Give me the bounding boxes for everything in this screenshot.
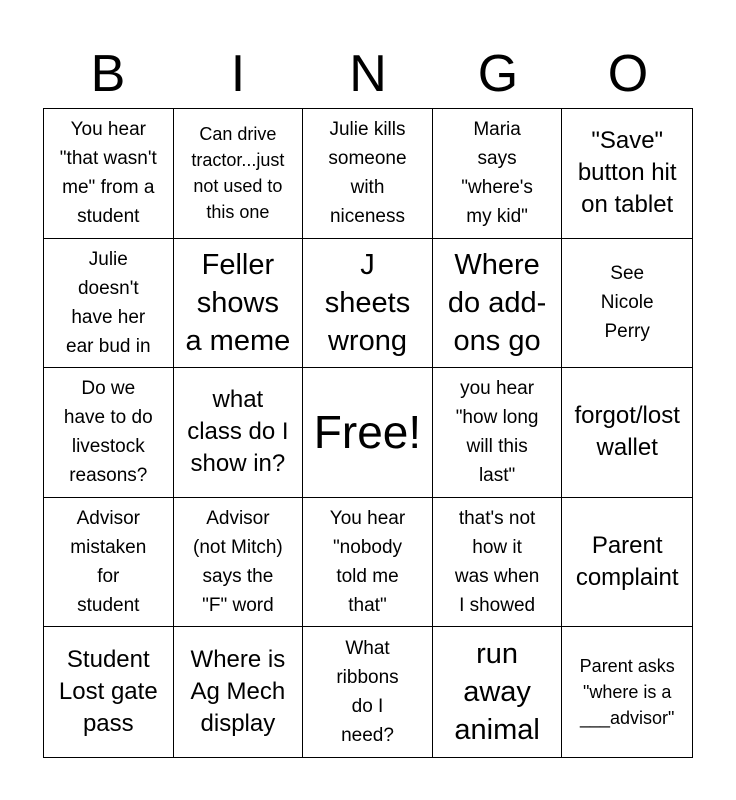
bingo-cell[interactable] (433, 239, 563, 369)
cell-text: Do we have to do livestock reasons? (63, 378, 153, 487)
cell-text: Feller shows a meme (185, 248, 291, 357)
bingo-cell[interactable] (303, 239, 433, 369)
bingo-cell[interactable] (174, 239, 304, 369)
bingo-board (43, 108, 693, 758)
bingo-cell[interactable] (44, 627, 174, 757)
bingo-cell[interactable] (303, 498, 433, 628)
bingo-cell[interactable] (303, 627, 433, 757)
bingo-header (43, 40, 693, 108)
cell-text: you hear "how long will this last" (455, 378, 539, 487)
header-letter-b: B (90, 45, 126, 103)
bingo-cell[interactable] (562, 627, 692, 757)
bingo-cell[interactable] (562, 239, 692, 369)
cell-text: run away animal (454, 638, 540, 747)
cell-text: Parent asks "where is a ___advisor" (579, 656, 675, 729)
cell-text: You hear "nobody told me that" (329, 508, 406, 617)
bingo-cell[interactable] (433, 498, 563, 628)
cell-text: forgot/lost wallet (574, 402, 680, 462)
header-letter-n: N (349, 45, 387, 103)
cell-text: Student Lost gate pass (58, 646, 158, 738)
bingo-cell[interactable] (44, 368, 174, 498)
bingo-cell[interactable] (562, 109, 692, 239)
bingo-cell[interactable] (303, 109, 433, 239)
free-space-cell[interactable] (303, 368, 433, 498)
cell-text: J sheets wrong (324, 248, 411, 357)
cell-text: Where do add- ons go (447, 248, 547, 357)
cell-text: You hear "that wasn't me" from a student (59, 119, 157, 228)
bingo-cell[interactable] (44, 109, 174, 239)
cell-text: that's not how it was when I showed (454, 508, 540, 617)
bingo-cell[interactable] (433, 109, 563, 239)
cell-text: Julie doesn't have her ear bud in (66, 248, 151, 357)
cell-text: Maria says "where's my kid" (461, 119, 533, 228)
bingo-cell[interactable] (174, 109, 304, 239)
bingo-cell[interactable] (433, 368, 563, 498)
cell-text: Julie kills someone with niceness (328, 119, 407, 228)
cell-text: Where is Ag Mech display (190, 646, 286, 738)
bingo-cell[interactable] (562, 498, 692, 628)
bingo-cell[interactable] (562, 368, 692, 498)
cell-text: Can drive tractor...just not used to this one (191, 124, 285, 223)
header-letter-g: G (477, 45, 519, 103)
cell-text: Advisor mistaken for student (70, 508, 147, 617)
bingo-cell[interactable] (174, 498, 304, 628)
header-letter-i: I (230, 45, 246, 103)
cell-text: "Save" button hit on tablet (577, 127, 677, 219)
bingo-cell[interactable] (174, 627, 304, 757)
cell-text: See Nicole Perry (600, 263, 654, 343)
bingo-cell[interactable] (174, 368, 304, 498)
bingo-cell[interactable] (44, 498, 174, 628)
cell-text: Parent complaint (575, 532, 679, 592)
cell-text: What ribbons do I need? (336, 638, 399, 747)
header-letter-o: O (607, 45, 649, 103)
free-space-text: Free! (313, 406, 422, 459)
cell-text: what class do I show in? (187, 386, 289, 478)
bingo-cell[interactable] (44, 239, 174, 369)
bingo-cell[interactable] (433, 627, 563, 757)
cell-text: Advisor (not Mitch) says the "F" word (193, 508, 283, 617)
